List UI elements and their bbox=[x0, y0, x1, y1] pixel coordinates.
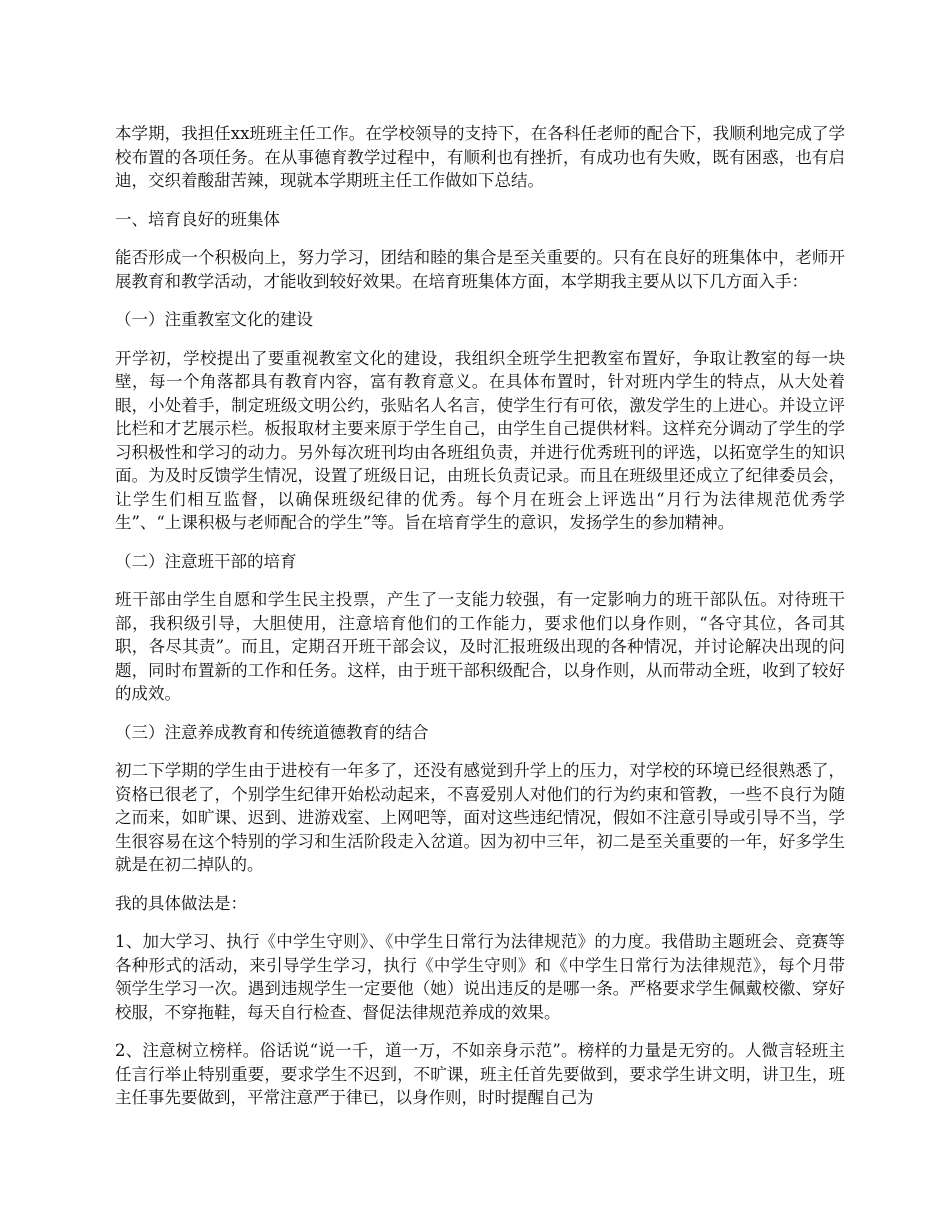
class-collective-paragraph: 能否形成一个积极向上，努力学习，团结和睦的集合是至关重要的。只有在良好的班集体中，老师开展教育和教学活动，才能收到较好效果。在培育班集体方面，本学期我主要从以下几方面入手： bbox=[115, 248, 845, 291]
subheading-habit-and-moral-education: （三）注意养成教育和传统道德教育的结合 bbox=[115, 722, 429, 742]
document-page bbox=[115, 122, 845, 1125]
subheading-class-cadres: （二）注意班干部的培育 bbox=[115, 551, 297, 571]
classroom-culture-paragraph: 开学初，学校提出了要重视教室文化的建设，我组织全班学生把教室布置好，争取让教室的每一块壁，每一个角落都具有教育内容，富有教育意义。在具体布置时，针对班内学生的特点，从大处着眼，小处着手，制定班级文明公约，张贴名人名言，使学生行有可依，激发学生的上进心。并设立评比栏和才艺展示栏。板报取材主要来原于学生自己，由学生自己提供材料。这样充分调动了学生的学习积极性和学习的动力。另外每次班刊均由各班组负责，并进行优秀班刊的评选，以拓宽学生的知识面。为及时反馈学生情况，设置了班级日记，由班长负责记录。而且在班级里还成立了纪律委员会，让学生们相互监督，以确保班级纪律的优秀。每个月在班会上评选出“月行为法律规范优秀学生”、“上课积极与老师配合的学生”等。旨在培育学生的意识，发扬学生的参加精神。 bbox=[115, 348, 845, 532]
habit-education-paragraph: 初二下学期的学生由于进校有一年多了，还没有感觉到升学上的压力，对学校的环境已经很熟悉了，资格已很老了，个别学生纪律开始松动起来，不喜爱别人对他们的行为约束和管教，一些不良行为随之而来，如旷课、迟到、进游戏室、上网吧等，面对这些违纪情况，假如不注意引导或引导不当，学生很容易在这个特别的学习和生活阶段走入岔道。因为初中三年，初二是至关重要的一年，好多学生就是在初二掉队的。 bbox=[115, 761, 845, 874]
methods-intro: 我的具体做法是： bbox=[115, 893, 247, 913]
subheading-classroom-culture: （一）注重教室文化的建设 bbox=[115, 310, 313, 329]
method-item-1: 1、加大学习、执行《中学生守则》、《中学生日常行为法律规范》的力度。我借助主题班会、竞赛等各种形式的活动，来引导学生学习，执行《中学生守则》和《中学生日常行为法律规范》，每个月带领学生学习一次。遇到违规学生一定要他（她）说出违反的是哪一条。严格要求学生佩戴校徽、穿好校服，不穿拖鞋，每天自行检查、督促法律规范养成的效果。 bbox=[115, 932, 845, 1022]
intro-paragraph: 本学期，我担任xx班班主任工作。在学校领导的支持下，在各科任老师的配合下，我顺利地完成了学校布置的各项任务。在从事德育教学过程中，有顺利也有挫折，有成功也有失败，既有困惑，也有启迪，交织着酸甜苦辣，现就本学期班主任工作做如下总结。 bbox=[115, 124, 845, 190]
class-cadres-paragraph: 班干部由学生自愿和学生民主投票，产生了一支能力较强，有一定影响力的班干部队伍。对待班干部，我积级引导，大胆使用，注意培育他们的工作能力，要求他们以身作则，“各守其位，各司其职，各尽其责”。而且，定期召开班干部会议，及时汇报班级出现的各种情况，并讨论解决出现的问题，同时布置新的工作和任务。这样，由于班干部积级配合，以身作则，从而带动全班，收到了较好的成效。 bbox=[115, 590, 845, 703]
section-heading-class-collective: 一、培育良好的班集体 bbox=[115, 209, 280, 229]
method-item-2: 2、注意树立榜样。俗话说“说一千，道一万，不如亲身示范”。榜样的力量是无穷的。人微言轻班主任言行举止特别重要，要求学生不迟到，不旷课，班主任首先要做到，要求学生讲文明，讲卫生，班主任事先要做到，平常注意严于律已，以身作则，时时提醒自己为 bbox=[115, 1041, 845, 1107]
